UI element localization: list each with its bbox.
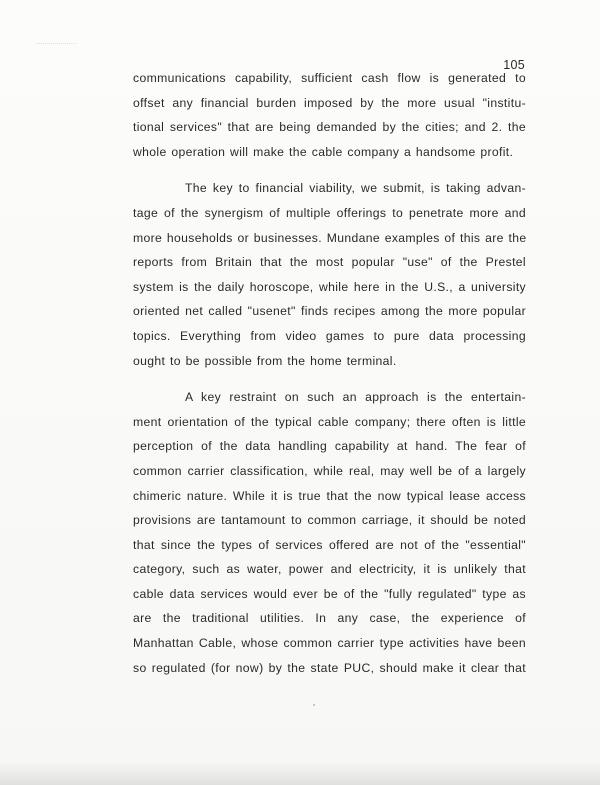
text-line: topics. Everything from video games to pure data processing (133, 328, 526, 343)
text-line: A key restraint on such an approach is the entertain- (185, 390, 526, 405)
text-line: tional services" that are being demanded by the cities; and 2. the (133, 120, 526, 135)
text-line: are the traditional utilities. In any case, the experience of (133, 611, 526, 626)
paragraph (133, 66, 526, 164)
text-line: system is the daily horoscope, while here in the U.S., a university (133, 279, 526, 294)
text-line: tage of the synergism of multiple offerings to penetrate more and (133, 205, 526, 220)
text-line: more households or businesses. Mundane examples of this are the (133, 230, 526, 245)
text-line: category, such as water, power and electricity, it is unlikely that (133, 562, 526, 577)
paragraph (133, 385, 526, 680)
text-line: provisions are tantamount to common carriage, it should be noted (133, 513, 526, 528)
text-line: so regulated (for now) by the state PUC, should make it clear that (133, 660, 526, 675)
page-bottom-edge (0, 761, 600, 785)
text-line: ought to be possible from the home terminal. (133, 353, 397, 368)
scan-artifact (36, 43, 76, 46)
text-line: Manhattan Cable, whose common carrier type activities have been (133, 636, 526, 651)
text-line: The key to financial viability, we submit, is taking advan- (185, 181, 526, 196)
text-line: perception of the data handling capability at hand. The fear of (133, 439, 526, 454)
paragraph (133, 176, 526, 373)
body-text (133, 66, 526, 692)
text-line: whole operation will make the cable company a handsome profit. (133, 144, 514, 159)
text-line: reports from Britain that the most popular "use" of the Prestel (133, 255, 526, 270)
text-line: offset any financial burden imposed by the more usual "institu- (133, 95, 526, 110)
text-line: chimeric nature. While it is true that the now typical lease access (133, 488, 526, 503)
text-line: that since the types of services offered are not of the "essential" (133, 537, 526, 552)
text-line: communications capability, sufficient cash flow is generated to (133, 71, 526, 85)
page-number: 105 (503, 58, 525, 72)
text-line: cable data services would ever be of the "fully regulated" type as (133, 586, 526, 601)
text-line: ment orientation of the typical cable company; there often is little (133, 414, 526, 429)
text-line: oriented net called "usenet" finds recipes among the more popular (133, 304, 526, 319)
scan-speck (313, 704, 315, 706)
text-line: common carrier classification, while real, may well be of a largely (133, 463, 526, 478)
